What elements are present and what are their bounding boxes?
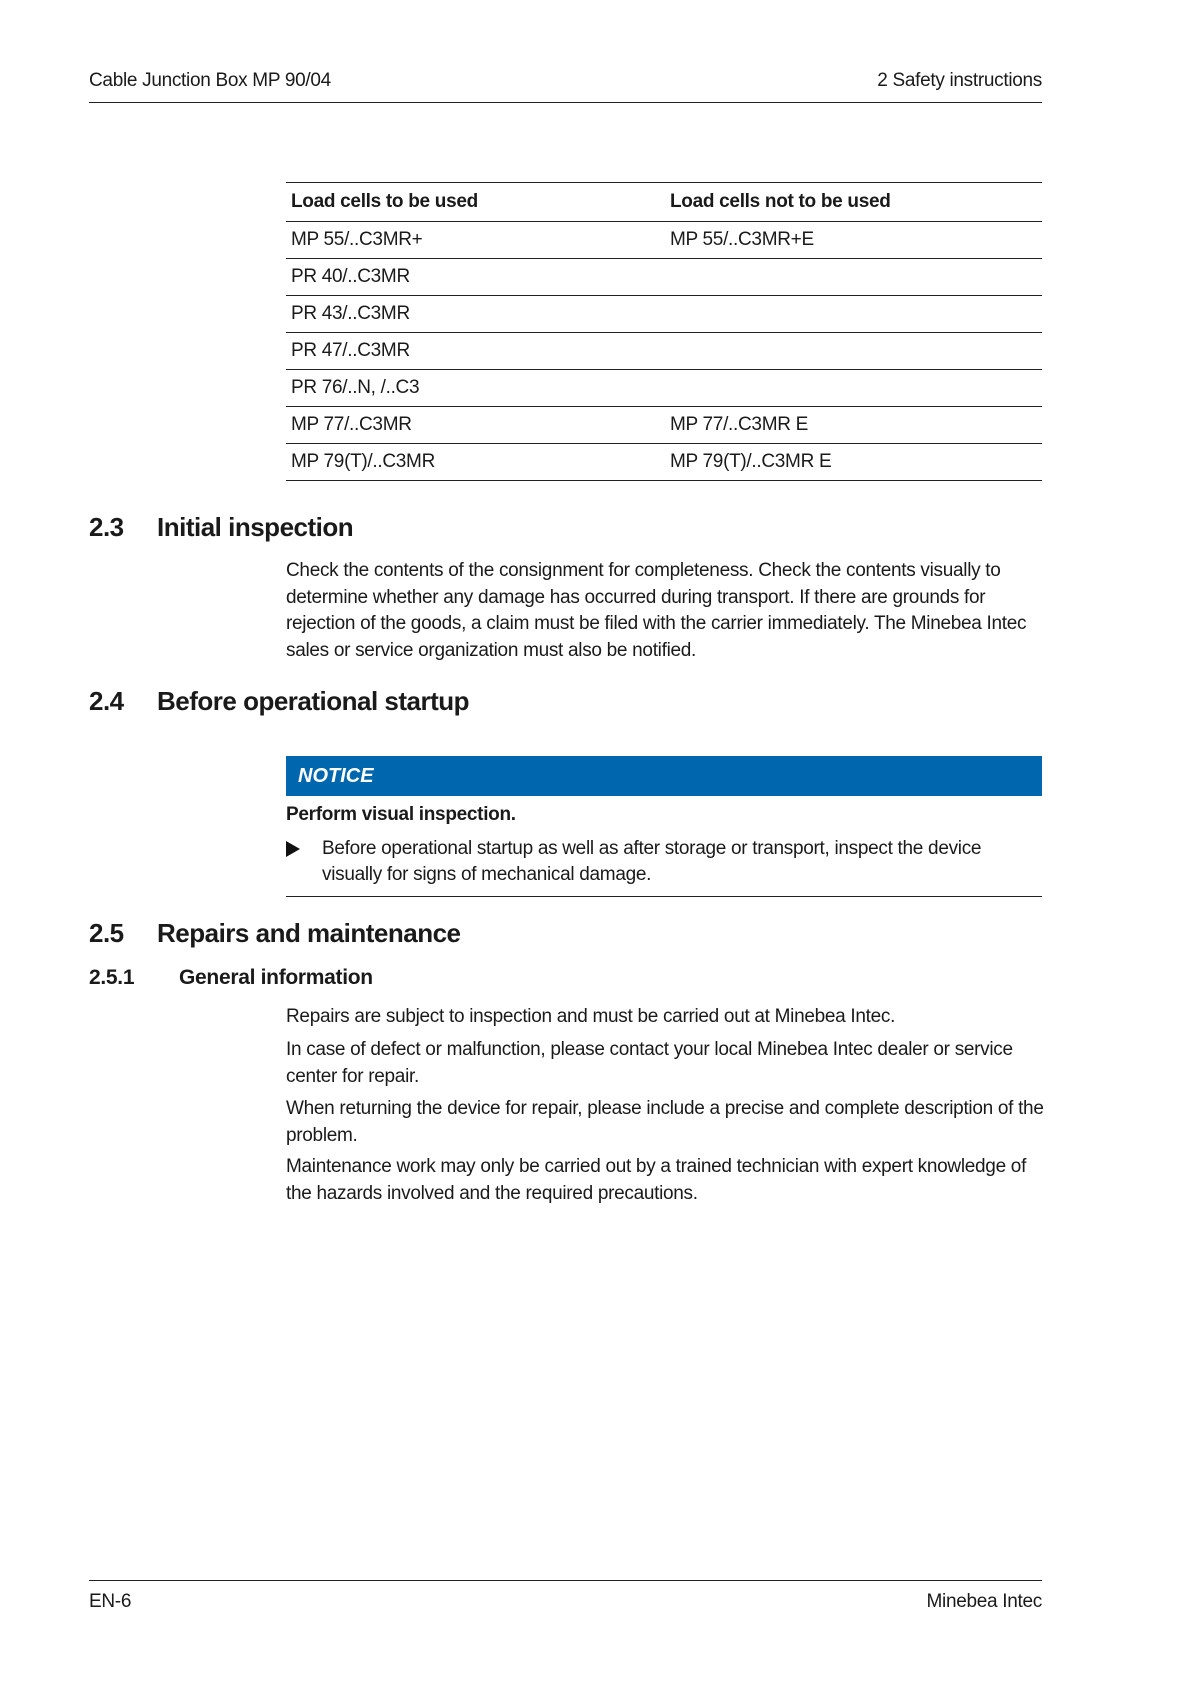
section-number: 2.5	[89, 918, 124, 948]
table-row	[286, 407, 1042, 444]
section-heading-repairs	[89, 918, 461, 949]
table-header-row	[286, 183, 1042, 222]
column-header-not-used: Load cells not to be used	[665, 183, 1042, 222]
table-row	[286, 222, 1042, 259]
section-title: Initial inspection	[157, 512, 354, 542]
subsection-heading-general-info	[89, 966, 373, 990]
page-number: EN-6	[89, 1591, 132, 1612]
page-header	[89, 70, 1042, 103]
section-number: 2.4	[89, 686, 124, 716]
repairs-paragraph: Maintenance work may only be carried out by a trained technician with expert knowledge of the hazards involved and the required precautions.	[286, 1156, 1027, 1204]
table-cell: PR 40/..C3MR	[286, 259, 665, 296]
table-cell	[665, 370, 1042, 407]
initial-inspection-text: Check the contents of the consignment for completeness. Check the contents visually to determine whether any damage has occurred during transport. If there are grounds for rejection of the goods, a claim must be filed with the carrier immediately. The Minebea Intec sales or service organization must also be notified.	[286, 560, 1027, 661]
notice-instruction	[286, 836, 1042, 888]
section-heading-before-startup	[89, 686, 469, 717]
table-cell	[665, 259, 1042, 296]
divider	[286, 896, 1042, 897]
notice-title: Perform visual inspection.	[286, 804, 516, 825]
table-cell: PR 76/..N, /..C3	[286, 370, 665, 407]
document-title: Cable Junction Box MP 90/04	[89, 70, 331, 91]
table-row	[286, 296, 1042, 333]
triangle-right-icon	[286, 841, 300, 857]
load-cells-table	[286, 182, 1042, 481]
table-cell: MP 55/..C3MR+	[286, 222, 665, 259]
table-cell	[665, 333, 1042, 370]
company-name: Minebea Intec	[926, 1591, 1042, 1612]
table-cell: PR 47/..C3MR	[286, 333, 665, 370]
notice-banner: NOTICE	[286, 756, 1042, 796]
page-footer	[89, 1580, 1042, 1612]
table-row	[286, 333, 1042, 370]
notice-instruction-text: Before operational startup as well as after storage or transport, inspect the device visually for signs of mechanical damage.	[322, 838, 982, 885]
table-cell: PR 43/..C3MR	[286, 296, 665, 333]
section-heading-initial-inspection	[89, 512, 353, 543]
table-cell: MP 55/..C3MR+E	[665, 222, 1042, 259]
repairs-paragraph: Repairs are subject to inspection and must be carried out at Minebea Intec.	[286, 1006, 896, 1027]
table-cell: MP 79(T)/..C3MR	[286, 444, 665, 481]
table-row	[286, 259, 1042, 296]
chapter-title: 2 Safety instructions	[877, 70, 1042, 91]
subsection-title: General information	[179, 966, 373, 989]
repairs-paragraph: When returning the device for repair, please include a precise and complete description of the problem.	[286, 1098, 1044, 1146]
section-title: Repairs and maintenance	[157, 918, 461, 948]
section-number: 2.3	[89, 512, 124, 542]
table-row	[286, 444, 1042, 481]
table-cell: MP 77/..C3MR E	[665, 407, 1042, 444]
table-row	[286, 370, 1042, 407]
section-title: Before operational startup	[157, 686, 470, 716]
table-cell: MP 79(T)/..C3MR E	[665, 444, 1042, 481]
subsection-number: 2.5.1	[89, 966, 135, 989]
repairs-paragraph: In case of defect or malfunction, please contact your local Minebea Intec dealer or service center for repair.	[286, 1039, 1013, 1087]
table-cell: MP 77/..C3MR	[286, 407, 665, 444]
table-cell	[665, 296, 1042, 333]
column-header-used: Load cells to be used	[286, 183, 665, 222]
